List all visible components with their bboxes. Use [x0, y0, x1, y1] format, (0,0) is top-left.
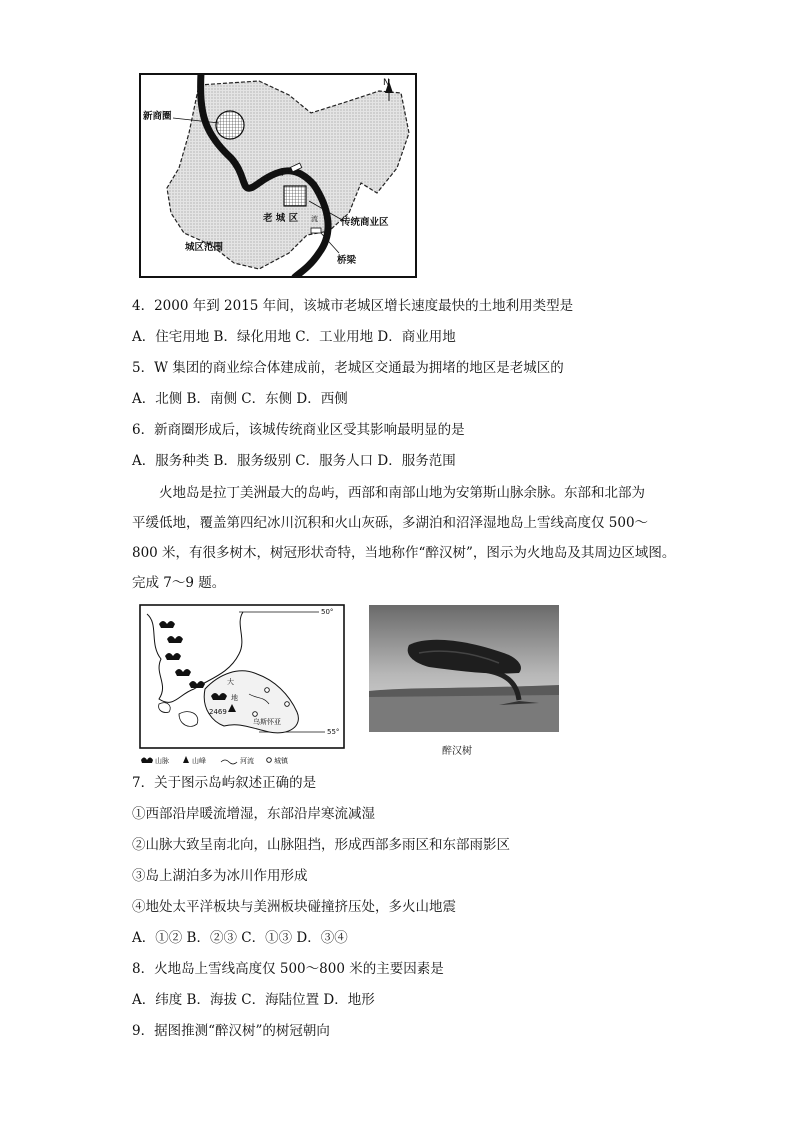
city-map — [139, 73, 417, 278]
river-label-2: 流 — [311, 215, 318, 223]
question-7-statement-4: ④地处太平洋板块与美洲板块碰撞挤压处，多火山地震 — [132, 899, 456, 915]
passage-line: 平缓低地，覆盖第四纪冰川沉积和火山灰砾，多湖泊和沼泽湿地岛上雪线高度仅 500～ — [132, 515, 649, 531]
legend-mountain: 山脉 — [155, 757, 169, 765]
lat-55-label: 55° — [327, 728, 340, 736]
question-7-statement-1: ①西部沿岸暖流增湿，东部沿岸寒流减湿 — [132, 806, 375, 822]
traditional-district-label: 传统商业区 — [341, 217, 389, 228]
question-5-stem: 5．W 集团的商业综合体建成前，老城区交通最为拥堵的地区是老城区的 — [132, 360, 564, 376]
question-7-stem: 7．关于图示岛屿叙述正确的是 — [132, 775, 317, 791]
question-9-stem: 9．据图推测“醉汉树”的树冠朝向 — [132, 1023, 330, 1039]
legend-peak: 山峰 — [192, 757, 206, 765]
urban-range-label: 城区范围 — [185, 242, 224, 253]
question-4-stem: 4．2000 年到 2015 年间，该城市老城区增长速度最快的土地利用类型是 — [132, 298, 574, 314]
town-label: 乌斯怀亚 — [253, 718, 281, 726]
map-legend — [141, 756, 289, 765]
new-circle-label: 新商圈 — [143, 111, 172, 122]
question-5-options: A．北侧 B．南侧 C．东侧 D．西侧 — [132, 391, 348, 407]
question-7-statement-3: ③岛上湖泊多为冰川作用形成 — [132, 868, 308, 884]
peak-elevation: 2469 — [209, 708, 227, 716]
question-8-stem: 8．火地岛上雪线高度仅 500～800 米的主要因素是 — [132, 961, 444, 977]
legend-town: 城镇 — [274, 757, 288, 765]
drunken-tree-photo — [369, 605, 559, 732]
north-label: N — [383, 78, 390, 88]
photo-caption: 醉汉树 — [442, 746, 472, 757]
question-7-statement-2: ②山脉大致呈南北向，山脉阻挡，形成西部多雨区和东部雨影区 — [132, 837, 510, 853]
island-label-2: 地 — [231, 694, 238, 702]
river-label: 河 — [277, 169, 284, 177]
question-8-options: A．纬度 B．海拔 C．海陆位置 D．地形 — [132, 992, 375, 1008]
passage — [132, 478, 676, 598]
island-label-1: 大 — [227, 678, 234, 686]
passage-line: 800 米，有很多树木，树冠形状奇特，当地称作“醉汉树”，图示为火地岛及其周边区域图。 — [132, 545, 676, 561]
question-4-options: A．住宅用地 B．绿化用地 C．工业用地 D．商业用地 — [132, 329, 456, 345]
question-6-stem: 6．新商圈形成后，该城传统商业区受其影响最明显的是 — [132, 422, 465, 438]
lat-50-label: 50° — [321, 608, 334, 616]
passage-line: 完成 7～9 题。 — [132, 575, 226, 591]
passage-line: 火地岛是拉丁美洲最大的岛屿，西部和南部山地为安第斯山脉余脉。东部和北部为 — [159, 485, 645, 501]
bridge-label: 桥梁 — [337, 255, 357, 266]
legend-river: 河流 — [240, 757, 254, 765]
old-city-label: 老 城 区 — [263, 213, 299, 224]
question-7-options: A．①② B．②③ C．①③ D．③④ — [132, 930, 348, 946]
question-6-options: A．服务种类 B．服务级别 C．服务人口 D．服务范围 — [132, 453, 456, 469]
island-map — [139, 604, 347, 769]
